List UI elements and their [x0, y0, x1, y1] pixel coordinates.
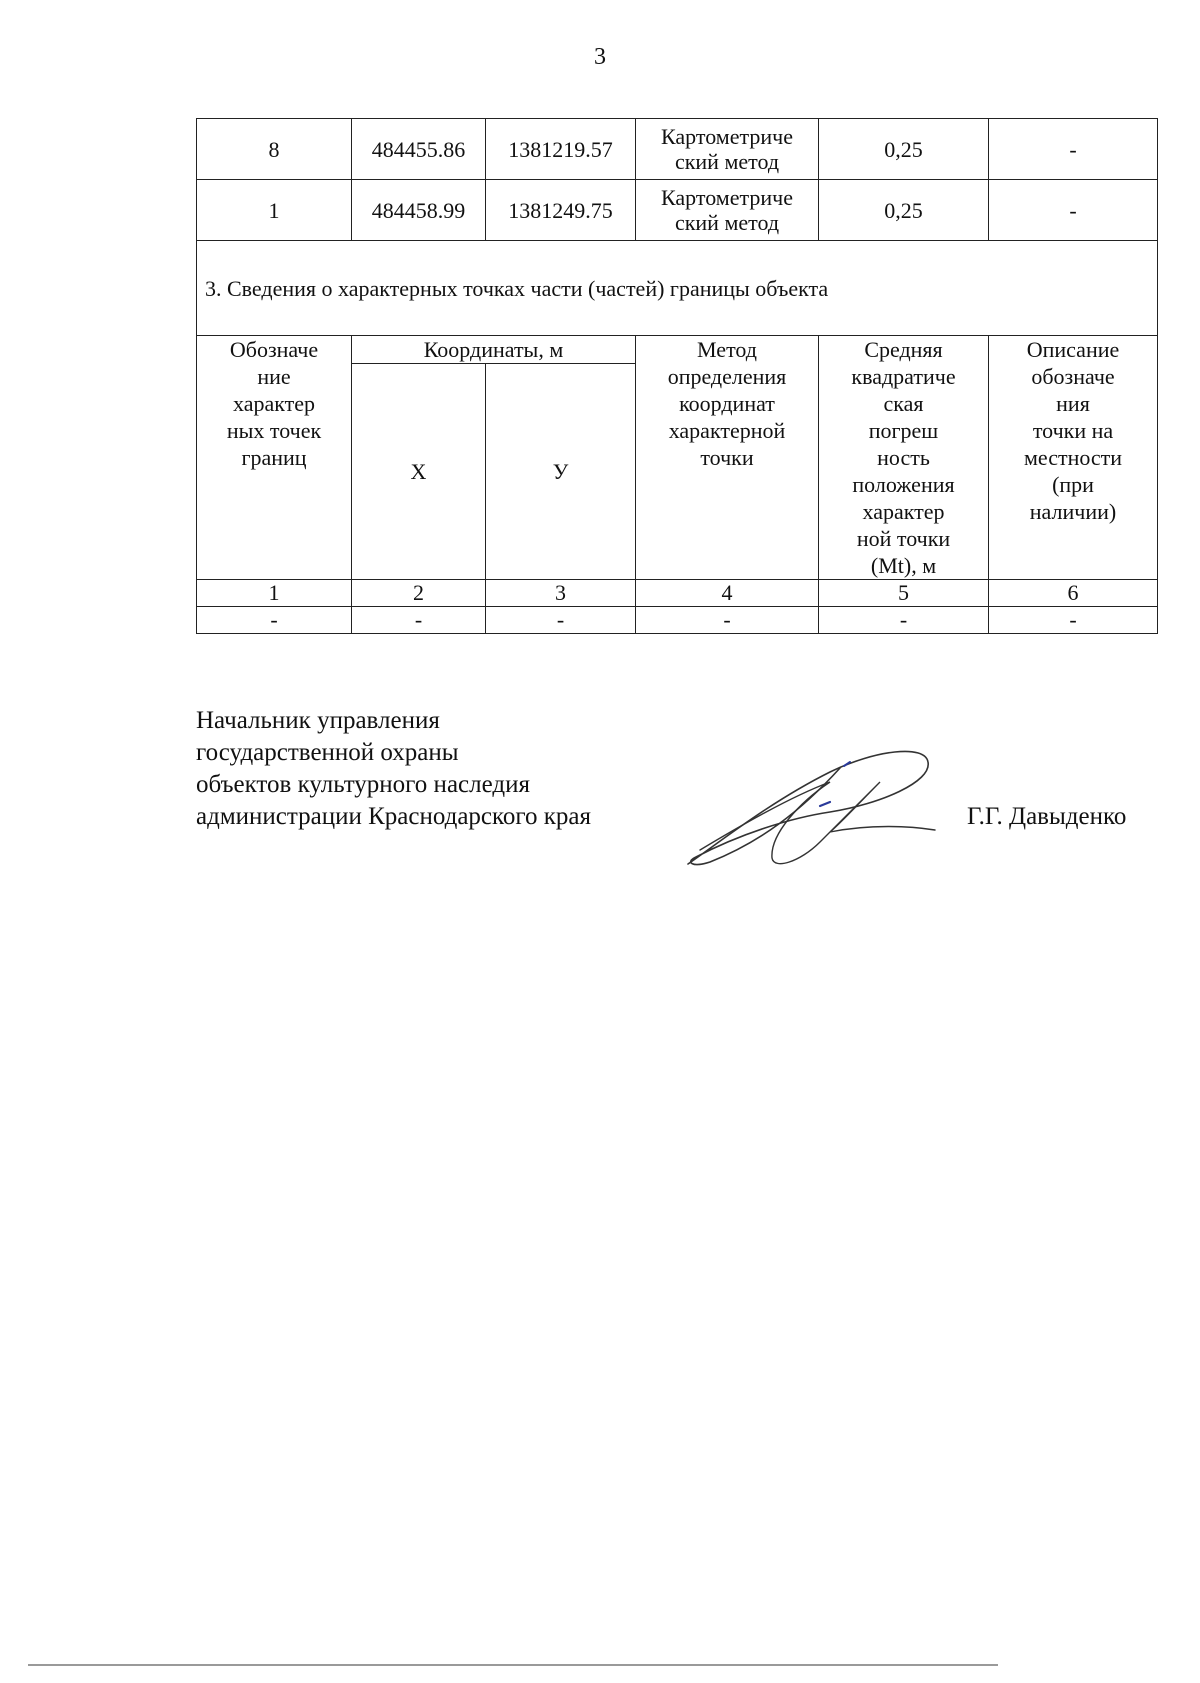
- column-number-row: [197, 580, 1158, 607]
- position-line: администрации Краснодарского края: [196, 803, 592, 830]
- description-cell: -: [989, 119, 1158, 180]
- header-line: обозначе: [1031, 364, 1115, 389]
- empty-cell: -: [197, 607, 352, 634]
- empty-cell: -: [819, 607, 989, 634]
- handwritten-signature: [680, 742, 940, 877]
- header-row: [197, 336, 1158, 364]
- header-line: границ: [241, 445, 307, 470]
- x-cell: 484458.99: [352, 180, 486, 241]
- column-number: 5: [819, 580, 989, 607]
- column-number: 2: [352, 580, 486, 607]
- header-line: ной точки: [856, 526, 951, 551]
- header-y: У: [486, 364, 636, 580]
- header-line: характерной: [668, 418, 786, 443]
- section-title: 3. Сведения о характерных точках части (частей) границы объекта: [197, 241, 1158, 336]
- table-row: [197, 119, 1158, 180]
- header-method: [636, 336, 819, 580]
- method-line: ский метод: [674, 210, 780, 235]
- header-line: ская: [883, 391, 924, 416]
- page-number: 3: [594, 44, 606, 70]
- bottom-rule: [28, 1664, 998, 1666]
- column-number: 3: [486, 580, 636, 607]
- method-line: ский метод: [674, 149, 780, 174]
- header-line: Описание: [1026, 337, 1120, 362]
- header-line: координат: [679, 391, 775, 416]
- method-line: Картометриче: [661, 185, 793, 210]
- y-cell: 1381249.75: [486, 180, 636, 241]
- header-line: ность: [877, 445, 930, 470]
- header-line: Метод: [697, 337, 757, 362]
- error-cell: 0,25: [819, 119, 989, 180]
- empty-cell: -: [636, 607, 819, 634]
- header-line: ния: [1056, 391, 1090, 416]
- header-line: погреш: [868, 418, 939, 443]
- point-cell: 1: [197, 180, 352, 241]
- header-line: Обозначе: [229, 337, 319, 362]
- header-line: (Mt), м: [870, 553, 937, 578]
- header-line: (при: [1052, 472, 1094, 497]
- empty-cell: -: [989, 607, 1158, 634]
- header-line: ных точек: [226, 418, 322, 443]
- table-row: [197, 607, 1158, 634]
- header-line: определения: [667, 364, 787, 389]
- header-line: точки: [700, 445, 754, 470]
- header-point-designation: [197, 336, 352, 580]
- position-line: объектов культурного наследия: [196, 771, 530, 798]
- x-cell: 484455.86: [352, 119, 486, 180]
- header-line: точки на: [1032, 418, 1114, 443]
- position-line: Начальник управления: [196, 707, 440, 734]
- header-line: Средняя: [864, 337, 943, 362]
- empty-cell: -: [486, 607, 636, 634]
- header-description: [989, 336, 1158, 580]
- empty-cell: -: [352, 607, 486, 634]
- table-row: [197, 180, 1158, 241]
- header-mean-square-error: [819, 336, 989, 580]
- header-line: характер: [232, 391, 316, 416]
- description-cell: -: [989, 180, 1158, 241]
- coordinates-table-wrapper: [196, 118, 1158, 634]
- point-cell: 8: [197, 119, 352, 180]
- error-cell: 0,25: [819, 180, 989, 241]
- column-number: 6: [989, 580, 1158, 607]
- y-cell: 1381219.57: [486, 119, 636, 180]
- column-number: 1: [197, 580, 352, 607]
- coordinates-table: [196, 118, 1158, 634]
- method-line: Картометриче: [661, 124, 793, 149]
- method-cell: [636, 180, 819, 241]
- method-cell: [636, 119, 819, 180]
- column-number: 4: [636, 580, 819, 607]
- signatory-position: [196, 705, 591, 833]
- section-title-row: [197, 241, 1158, 336]
- header-x: Х: [352, 364, 486, 580]
- header-line: характер: [862, 499, 945, 524]
- header-line: ние: [257, 364, 291, 389]
- position-line: государственной охраны: [196, 739, 459, 766]
- signer-name: Г.Г. Давыденко: [967, 803, 1127, 830]
- header-line: наличии): [1029, 499, 1117, 524]
- header-line: квадратиче: [851, 364, 956, 389]
- header-line: местности: [1023, 445, 1123, 470]
- header-coordinates: Координаты, м: [352, 336, 636, 364]
- header-line: положения: [852, 472, 955, 497]
